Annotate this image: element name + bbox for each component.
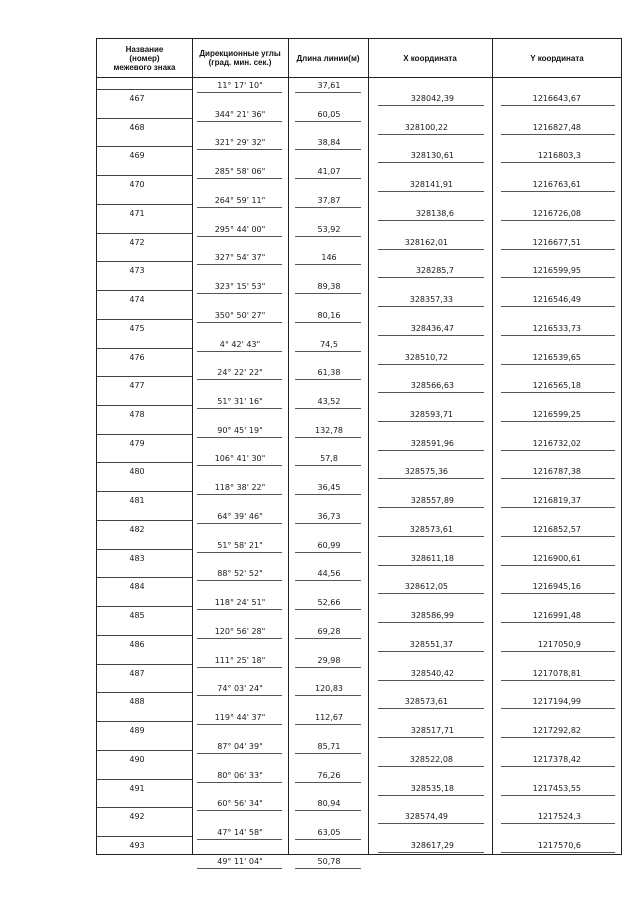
row-rule — [501, 134, 615, 135]
x-coordinate: 328612,05 — [404, 582, 448, 592]
row-divider — [97, 635, 192, 636]
y-coordinate: 1216539,65 — [532, 352, 581, 362]
x-coordinate: 328100,22 — [404, 122, 448, 132]
row-rule — [501, 478, 615, 479]
row-rule — [295, 207, 361, 208]
row-rule — [197, 782, 282, 783]
x-coordinate: 328591,96 — [410, 438, 454, 448]
line-length: 60,99 — [317, 540, 341, 550]
row-rule — [501, 823, 615, 824]
x-coordinate: 328042,39 — [410, 94, 454, 103]
row-rule — [197, 839, 282, 840]
y-coordinate: 1216726,08 — [532, 208, 581, 218]
row-rule — [378, 795, 484, 796]
line-length: 76,26 — [317, 770, 341, 780]
row-rule — [197, 92, 282, 93]
row-rule — [501, 277, 615, 278]
header-line-length: Длина линии(м) — [296, 53, 360, 63]
row-rule — [197, 437, 282, 438]
row-rule — [378, 680, 484, 681]
line-length: 41,07 — [317, 167, 341, 177]
row-rule — [378, 536, 484, 537]
x-coordinate: 328573,61 — [404, 697, 448, 707]
x-coordinate: 328510,72 — [404, 352, 448, 362]
row-rule — [295, 465, 361, 466]
row-rule — [501, 766, 615, 767]
row-rule — [378, 651, 484, 652]
row-rule — [295, 322, 361, 323]
y-coordinate: 1216803,3 — [537, 151, 581, 161]
row-rule — [295, 121, 361, 122]
row-divider — [97, 721, 192, 722]
direction-angle: 118° 24' 51" — [214, 598, 266, 608]
header-direction-angle: Дирекционные углы (град. мин. сек.) — [199, 49, 281, 67]
direction-angle: 350° 50' 27" — [214, 310, 266, 320]
row-rule — [295, 580, 361, 581]
row-rule — [501, 364, 615, 365]
line-length: 63,05 — [317, 827, 341, 837]
row-rule — [378, 565, 484, 566]
row-divider — [97, 175, 192, 176]
row-divider — [97, 606, 192, 607]
y-coordinate: 1216900,61 — [532, 553, 581, 563]
column-divider — [492, 39, 493, 854]
row-rule — [295, 782, 361, 783]
row-rule — [501, 220, 615, 221]
row-rule — [295, 724, 361, 725]
x-coordinate: 328522,08 — [409, 754, 453, 764]
mark-name: 478 — [129, 410, 145, 420]
x-coordinate: 328617,29 — [410, 840, 454, 850]
line-length: 52,66 — [317, 598, 341, 608]
x-coordinate: 328551,37 — [409, 639, 453, 649]
row-rule — [501, 622, 615, 623]
row-rule — [197, 178, 282, 179]
y-coordinate: 1216599,25 — [532, 410, 581, 420]
direction-angle: 87° 04' 39" — [217, 741, 263, 751]
x-coordinate: 328574,49 — [404, 812, 448, 822]
line-length: 120,83 — [315, 684, 343, 694]
direction-angle: 321° 29' 32" — [214, 138, 266, 148]
row-divider — [97, 836, 192, 837]
row-rule — [197, 724, 282, 725]
row-rule — [197, 264, 282, 265]
y-coordinate: 1216643,67 — [532, 94, 581, 103]
row-rule — [197, 293, 282, 294]
row-rule — [295, 293, 361, 294]
direction-angle: 74° 03' 24" — [217, 684, 263, 694]
direction-angle: 49° 11' 04" — [217, 856, 263, 866]
row-rule — [295, 149, 361, 150]
mark-name: 482 — [129, 524, 145, 534]
row-rule — [378, 306, 484, 307]
mark-name: 490 — [129, 754, 145, 764]
column-divider — [192, 39, 193, 854]
row-divider — [97, 146, 192, 147]
row-rule — [295, 667, 361, 668]
direction-angle: 47° 14' 58" — [217, 827, 263, 837]
row-rule — [197, 207, 282, 208]
row-rule — [197, 494, 282, 495]
row-divider — [97, 348, 192, 349]
row-rule — [197, 810, 282, 811]
line-length: 36,73 — [317, 511, 341, 521]
row-rule — [295, 178, 361, 179]
direction-angle: 88° 52' 52" — [217, 569, 263, 579]
row-rule — [295, 408, 361, 409]
row-rule — [197, 868, 282, 869]
row-rule — [378, 708, 484, 709]
y-coordinate: 1216599,95 — [532, 266, 581, 276]
row-rule — [501, 249, 615, 250]
header-y-coordinate: Y координата — [530, 53, 584, 63]
row-rule — [378, 478, 484, 479]
row-rule — [197, 149, 282, 150]
row-rule — [378, 766, 484, 767]
line-length: 29,98 — [317, 655, 341, 665]
row-rule — [295, 638, 361, 639]
row-rule — [295, 695, 361, 696]
mark-name: 475 — [129, 323, 145, 333]
row-divider — [97, 807, 192, 808]
row-rule — [501, 450, 615, 451]
direction-angle: 111° 25' 18" — [214, 655, 266, 665]
line-length: 132,78 — [315, 425, 343, 435]
y-coordinate: 1216787,38 — [532, 467, 581, 477]
line-length: 80,16 — [317, 310, 341, 320]
mark-name: 485 — [129, 611, 145, 621]
row-rule — [295, 868, 361, 869]
row-divider — [97, 118, 192, 119]
direction-angle: 11° 17' 10" — [217, 81, 263, 90]
row-rule — [295, 609, 361, 610]
line-length: 43,52 — [317, 397, 341, 407]
row-rule — [197, 580, 282, 581]
row-rule — [295, 236, 361, 237]
row-divider — [97, 692, 192, 693]
y-coordinate: 1216533,73 — [532, 323, 581, 333]
direction-angle: 118° 38' 22" — [214, 483, 266, 493]
mark-name: 473 — [129, 266, 145, 276]
y-coordinate: 1216677,51 — [532, 237, 581, 247]
y-coordinate: 1217194,99 — [532, 697, 581, 707]
direction-angle: 295° 44' 00" — [214, 224, 266, 234]
mark-name: 468 — [129, 122, 145, 132]
row-rule — [378, 421, 484, 422]
direction-angle: 60° 56' 34" — [217, 799, 263, 809]
row-rule — [378, 134, 484, 135]
row-rule — [295, 92, 361, 93]
x-coordinate: 328557,89 — [410, 496, 454, 506]
line-length: 60,05 — [317, 109, 341, 119]
direction-angle: 344° 21' 36" — [214, 109, 266, 119]
row-rule — [378, 105, 484, 106]
x-coordinate: 328573,61 — [409, 524, 453, 534]
y-coordinate: 1216827,48 — [532, 122, 581, 132]
row-rule — [197, 638, 282, 639]
row-rule — [501, 191, 615, 192]
line-length: 85,71 — [317, 741, 341, 751]
row-rule — [501, 708, 615, 709]
direction-angle: 51° 31' 16" — [217, 397, 263, 407]
mark-name: 487 — [129, 668, 145, 678]
x-coordinate: 328566,63 — [410, 381, 454, 391]
direction-angle: 24° 22' 22" — [217, 368, 263, 378]
x-coordinate: 328593,71 — [409, 410, 453, 420]
row-rule — [501, 852, 615, 853]
row-rule — [378, 852, 484, 853]
row-rule — [197, 552, 282, 553]
direction-angle: 285° 58' 06" — [214, 167, 266, 177]
y-coordinate: 1216991,48 — [532, 611, 581, 621]
row-rule — [378, 249, 484, 250]
mark-name: 469 — [129, 151, 145, 161]
mark-name: 474 — [129, 295, 145, 305]
row-divider — [97, 577, 192, 578]
y-coordinate: 1216819,37 — [532, 496, 581, 506]
line-length: 38,84 — [317, 138, 341, 148]
mark-name: 481 — [129, 496, 145, 506]
row-rule — [501, 105, 615, 106]
row-rule — [378, 450, 484, 451]
row-rule — [501, 306, 615, 307]
row-divider — [97, 233, 192, 234]
row-rule — [501, 536, 615, 537]
row-rule — [378, 507, 484, 508]
direction-angle: 264° 59' 11" — [214, 195, 266, 205]
mark-name: 483 — [129, 553, 145, 563]
x-coordinate: 328130,61 — [410, 151, 454, 161]
line-length: 89,38 — [317, 282, 341, 292]
y-coordinate: 1216546,49 — [532, 295, 581, 305]
line-length: 112,67 — [315, 713, 343, 723]
mark-name: 492 — [129, 812, 145, 822]
row-rule — [197, 322, 282, 323]
direction-angle: 51° 58' 21" — [217, 540, 263, 550]
y-coordinate: 1216852,57 — [532, 524, 581, 534]
y-coordinate: 1217524,3 — [537, 812, 581, 822]
x-coordinate: 328611,18 — [410, 553, 454, 563]
row-divider — [97, 549, 192, 550]
row-rule — [501, 335, 615, 336]
x-coordinate: 328517,71 — [410, 726, 454, 736]
x-coordinate: 328540,42 — [410, 668, 454, 678]
y-coordinate: 1217050,9 — [537, 639, 581, 649]
row-rule — [197, 121, 282, 122]
mark-name: 476 — [129, 352, 145, 362]
row-rule — [501, 737, 615, 738]
table-header — [97, 39, 621, 78]
row-rule — [501, 565, 615, 566]
line-length: 53,92 — [317, 224, 341, 234]
row-divider — [97, 462, 192, 463]
row-divider — [97, 664, 192, 665]
y-coordinate: 1216565,18 — [532, 381, 581, 391]
row-divider — [97, 405, 192, 406]
row-rule — [378, 392, 484, 393]
x-coordinate: 328285,7 — [415, 266, 454, 276]
x-coordinate: 328535,18 — [410, 783, 454, 793]
line-length: 74,5 — [320, 339, 338, 349]
row-rule — [378, 335, 484, 336]
row-divider — [97, 434, 192, 435]
y-coordinate: 1217453,55 — [532, 783, 581, 793]
mark-name: 486 — [129, 639, 145, 649]
row-rule — [197, 667, 282, 668]
line-length: 61,38 — [317, 368, 341, 378]
row-rule — [197, 695, 282, 696]
row-rule — [197, 753, 282, 754]
direction-angle: 119° 44' 37" — [214, 713, 266, 723]
row-rule — [295, 351, 361, 352]
header-mark-name: Название (номер) межевого знака — [113, 44, 176, 72]
mark-name: 480 — [129, 467, 145, 477]
y-coordinate: 1217378,42 — [532, 754, 581, 764]
row-rule — [378, 162, 484, 163]
row-rule — [501, 795, 615, 796]
row-rule — [378, 737, 484, 738]
x-coordinate: 328586,99 — [410, 611, 454, 621]
row-divider — [97, 750, 192, 751]
y-coordinate: 1217570,6 — [537, 840, 581, 850]
line-length: 57,8 — [320, 454, 338, 464]
x-coordinate: 328138,6 — [415, 208, 454, 218]
row-rule — [197, 351, 282, 352]
row-rule — [378, 593, 484, 594]
row-rule — [197, 523, 282, 524]
row-rule — [197, 465, 282, 466]
mark-name: 467 — [129, 94, 145, 103]
row-rule — [501, 593, 615, 594]
x-coordinate: 328357,33 — [409, 295, 453, 305]
row-rule — [197, 236, 282, 237]
row-rule — [501, 507, 615, 508]
row-rule — [295, 264, 361, 265]
row-rule — [501, 680, 615, 681]
column-divider — [368, 39, 369, 854]
row-rule — [378, 622, 484, 623]
row-rule — [295, 839, 361, 840]
x-coordinate: 328575,36 — [404, 467, 448, 477]
row-rule — [378, 277, 484, 278]
row-rule — [501, 421, 615, 422]
row-divider — [97, 290, 192, 291]
direction-angle: 327° 54' 37" — [214, 253, 266, 263]
row-rule — [295, 379, 361, 380]
row-divider — [97, 491, 192, 492]
mark-name: 488 — [129, 697, 145, 707]
direction-angle: 90° 45' 19" — [217, 425, 263, 435]
mark-name: 472 — [129, 237, 145, 247]
row-rule — [197, 609, 282, 610]
header-x-coordinate: X координата — [403, 53, 457, 63]
y-coordinate: 1217292,82 — [532, 726, 581, 736]
row-rule — [295, 523, 361, 524]
row-rule — [295, 437, 361, 438]
y-coordinate: 1216732,02 — [532, 438, 581, 448]
x-coordinate: 328162,01 — [404, 237, 448, 247]
row-divider — [97, 779, 192, 780]
row-rule — [295, 494, 361, 495]
mark-name: 477 — [129, 381, 145, 391]
mark-name: 489 — [129, 726, 145, 736]
direction-angle: 80° 06' 33" — [217, 770, 263, 780]
mark-name: 470 — [129, 180, 145, 190]
row-rule — [378, 364, 484, 365]
direction-angle: 120° 56' 28" — [214, 626, 266, 636]
line-length: 80,94 — [317, 799, 341, 809]
row-divider — [97, 89, 192, 90]
row-rule — [501, 651, 615, 652]
direction-angle: 4° 42' 43" — [219, 339, 261, 349]
row-divider — [97, 520, 192, 521]
row-rule — [378, 823, 484, 824]
line-length: 37,87 — [317, 195, 341, 205]
row-rule — [295, 753, 361, 754]
x-coordinate: 328141,91 — [409, 180, 453, 190]
line-length: 50,78 — [317, 856, 341, 866]
direction-angle: 64° 39' 46" — [217, 511, 263, 521]
row-divider — [97, 319, 192, 320]
row-divider — [97, 261, 192, 262]
line-length: 37,61 — [317, 81, 341, 90]
row-rule — [197, 408, 282, 409]
mark-name: 484 — [129, 582, 145, 592]
mark-name: 479 — [129, 438, 145, 448]
line-length: 36,45 — [317, 483, 341, 493]
x-coordinate: 328436,47 — [410, 323, 454, 333]
direction-angle: 323° 15' 53" — [214, 282, 266, 292]
mark-name: 493 — [129, 840, 145, 850]
row-rule — [295, 810, 361, 811]
row-rule — [501, 392, 615, 393]
mark-name: 491 — [129, 783, 145, 793]
direction-angle: 106° 41' 30" — [214, 454, 266, 464]
line-length: 146 — [321, 253, 337, 263]
row-rule — [197, 379, 282, 380]
column-divider — [288, 39, 289, 854]
row-rule — [378, 191, 484, 192]
row-rule — [295, 552, 361, 553]
mark-name: 471 — [129, 208, 145, 218]
line-length: 69,28 — [317, 626, 341, 636]
row-rule — [378, 220, 484, 221]
y-coordinate: 1217078,81 — [532, 668, 581, 678]
line-length: 44,56 — [317, 569, 341, 579]
row-divider — [97, 376, 192, 377]
y-coordinate: 1216763,61 — [532, 180, 581, 190]
y-coordinate: 1216945,16 — [532, 582, 581, 592]
coordinates-table — [96, 38, 622, 866]
row-rule — [501, 162, 615, 163]
row-divider — [97, 204, 192, 205]
